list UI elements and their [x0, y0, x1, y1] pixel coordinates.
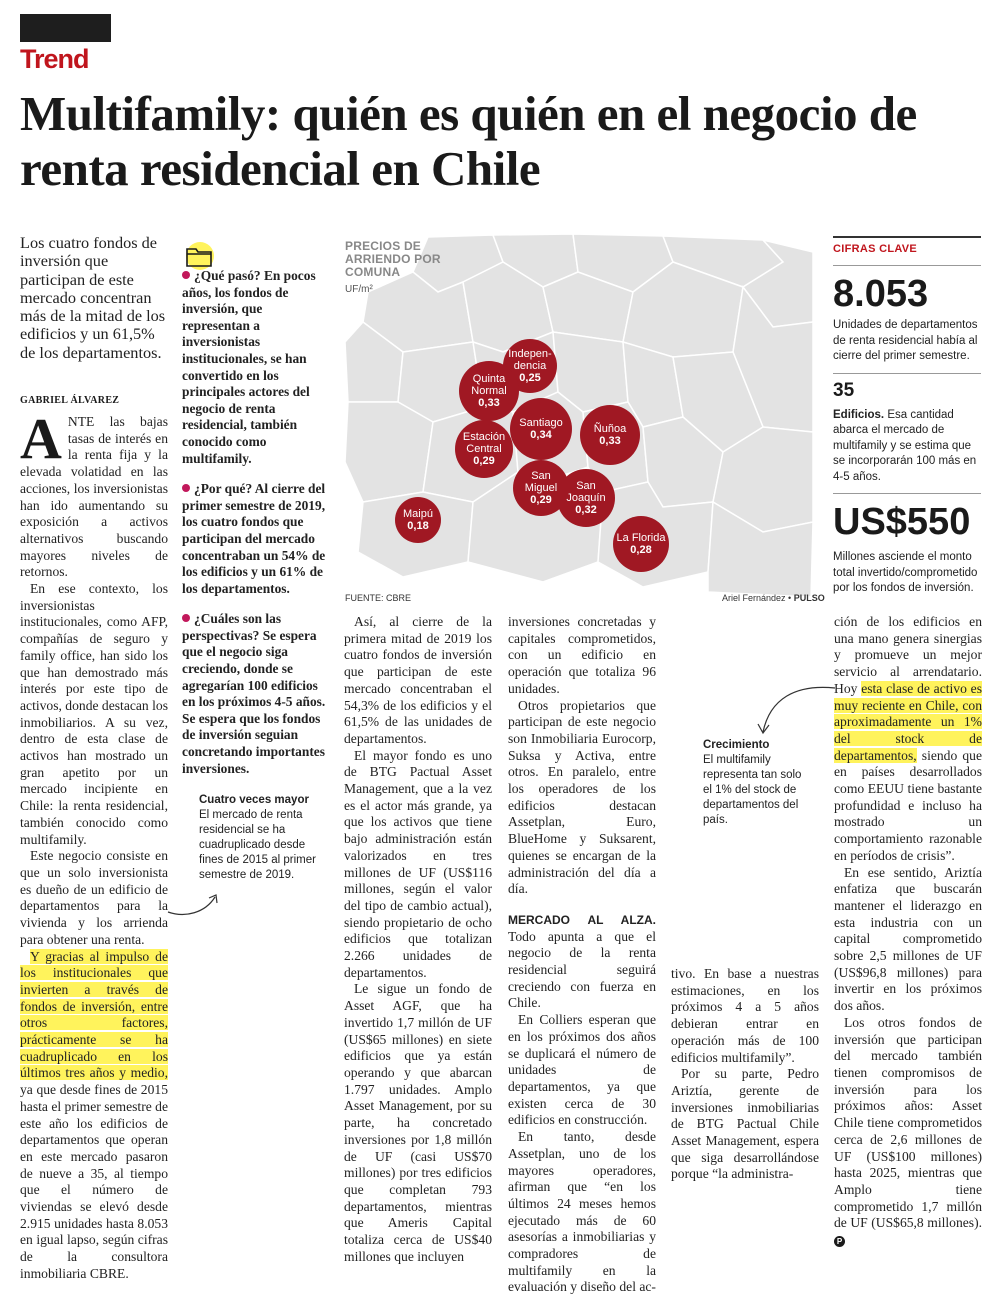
callout-title: Crecimiento — [703, 739, 770, 751]
comuna-map — [343, 232, 815, 602]
paragraph: En tanto, desde Assetplan, uno de los mayores operadores, afirman que “en los últimos 24 meses hemos ejecutado más de 60 asesorías a inmobiliarias y compradores de multifamily en la evaluación y diseño del ac- — [508, 1129, 656, 1295]
bullet-dot-icon — [182, 484, 190, 492]
lede: Los cuatro fondos de inversión que participan de este mercado concentran más de la mitad de los edificios y un 61,5% de los departamentos. — [20, 233, 166, 362]
article-column-2 — [344, 614, 492, 1265]
comuna-bubble-la-florida: La Florida 0,28 — [613, 516, 669, 572]
key-figures-label: CIFRAS CLAVE — [833, 243, 918, 255]
map-title: PRECIOS DE ARRIENDO POR COMUNA — [345, 239, 441, 279]
figure-description: Edificios. Esa cantidad abarca el mercado de multifamily y se estima que se incorporarán 100 más en 4-5 años. — [833, 408, 977, 483]
end-mark-icon: P — [834, 1236, 845, 1247]
figure-description: Unidades de departamentos de renta residencial había al cierre del primer semestre. — [833, 319, 978, 362]
map-source: FUENTE: CBRE — [345, 593, 412, 603]
comuna-bubble-nunoa: Ñuñoa 0,33 — [580, 405, 640, 465]
callout-growth — [703, 738, 811, 828]
qa-item: ¿Por qué? Al cierre del primer semestre de 2019, los cuatro fondos que participan del mercado concentraban un 54% de los edificios y un 61% de los departamentos. — [182, 481, 326, 596]
divider — [833, 373, 981, 374]
comuna-bubble-quinta-normal: Quinta Normal 0,33 — [459, 361, 519, 421]
paragraph: En Colliers esperan que en los próximos dos años se duplicará el número de unidades de departamentos, ya que existen cerca de 30 edificios en construcción. — [508, 1012, 656, 1128]
callout-title: Cuatro veces mayor — [199, 794, 309, 806]
paragraph: Por su parte, Pedro Ariztía, gerente de inversiones inmobiliarias de BTG Pactual Chile Asset Management, espera que siga desarrollándose porque “la administra- — [671, 1066, 819, 1182]
section-label: Trend — [20, 44, 89, 74]
callout-arrow-icon — [755, 684, 840, 739]
comuna-bubble-estacion-central: Estación Central 0,29 — [455, 420, 513, 478]
comuna-bubble-independencia: Indepen- dencia 0,25 — [503, 339, 557, 393]
comuna-bubble-santiago: Santiago 0,34 — [510, 398, 572, 460]
article-column-3 — [508, 614, 656, 1296]
highlighted-text: esta clase de activo es muy reciente en Chile, con aproximadamente un 1% del stock de departamentos, — [834, 680, 983, 763]
paragraph: Otros propietarios que participan de este negocio son Inmobiliaria Eurocorp, Suksa y Activa, entre otros. En paralelo, entre los operadores de los edificios destacan Assetplan, Euro, BlueHome y Suksarent, quienes se encargan de la administración del día a día. — [508, 697, 656, 897]
callout-arrow-icon — [165, 885, 225, 920]
callout-text: El multifamily representa tan solo el 1% del stock de departamentos del país. — [703, 754, 802, 826]
bullet-dot-icon — [182, 614, 190, 622]
subheading: MERCADO AL ALZA. — [508, 912, 656, 927]
qa-item: ¿Cuáles son las perspectivas? Se espera que el negocio siga creciendo, donde se agregarían 100 edificios en los próximos 4-5 años. Se espera que los fondos de inversión seguian concretando importantes inversiones. — [182, 611, 326, 776]
highlighted-text: Y gracias al impulso de los institucionales que invierten a través de fondos de inversión, entre otros factores, prácticamente se ha cuadruplicado en los últimos tres años y medio, — [20, 948, 168, 1081]
paragraph: Le sigue un fondo de Asset AGF, que ha invertido 1,7 millón de UF (US$65 millones) en siete edificios que ya están operando y que abarcan 1.797 unidades. Amplo Asset Management, por su parte, ha concretado inversiones por 1,8 millón de UF (casi US$70 millones) por tres edificios que completan 793 departamentos, mientras que Ameris Capital totaliza cerca de US$40 millones que incluyen — [344, 981, 492, 1264]
article-column-1 — [20, 406, 168, 1283]
drop-cap: A — [20, 406, 62, 471]
paragraph: ción de los edificios en una mano genera sinergias y promueve un mejor servicio al arrendatario. Hoy esta clase de activo es muy reciente en Chile, con aproximadamente un 1% del stock de departamentos, siendo que en países desarrollados como EEUU tiene bastante profundidad e incluso ha mostrado un comportamiento razonable en períodos de crisis”. — [834, 614, 983, 863]
paragraph: Los otros fondos de inversión que participan del mercado también tienen compromisos de inversión para los próximos años: Asset Chile tiene comprometidos cerca de 2,6 millones de UF (US$100 millones) hasta 2025, mientras que Amplo tiene comprometido 1,7 millón de UF (US$65,8 millones). P — [834, 1014, 982, 1247]
figure-value: US$550 — [833, 501, 971, 543]
paragraph: El mayor fondo es uno de BTG Pactual Asset Management, que a la vez es el actor más grande, ya que los activos que tiene bajo administración están valorizados en tres millones de UF (US$116 millones, según el valor del tipo de cambio actual), siendo propietario de ocho edificios que totalizan 2.266 unidades de departamentos. — [344, 747, 492, 980]
article-column-4 — [671, 966, 819, 1183]
paragraph: Y gracias al impulso de los institucionales que invierten a través de fondos de inversión, entre otros factores, prácticamente se ha cuadruplicado en los últimos tres años y medio, ya que desde fines de 2015 hasta el primer semestre de este año los edificios de departamentos que operan en este mercado pasaron de nueve a 35, al tiempo que el número de viviendas se elevó desde 2.915 unidades hasta 8.053 en igual lapso, según cifras de la consultora inmobiliaria CBRE. — [20, 948, 168, 1281]
paragraph: inversiones concretadas y capitales comprometidos, con un edificio en operación que totaliza 96 unidades. — [508, 614, 656, 696]
divider — [833, 236, 981, 238]
map-unit: UF/m² — [345, 284, 373, 295]
key-figures-box — [833, 236, 981, 597]
callout-text: El mercado de renta residencial se ha cuadruplicado desde fines de 2015 al primer semestre de 2019. — [199, 809, 316, 881]
divider — [833, 493, 981, 494]
article-column-5 — [834, 614, 982, 1249]
figure-description: Millones asciende el monto total invertido/comprometido por los fondos de inversión. — [833, 551, 978, 594]
divider — [833, 265, 981, 266]
byline: GABRIEL ÁLVAREZ — [20, 395, 120, 406]
paragraph: En ese sentido, Ariztía enfatiza que buscarán mantener el liderazgo en esta industria con un capital comprometido sobre 2,5 millones de UF (US$96,8 millones) para invertir en los próximos dos años. — [834, 864, 982, 1014]
figure-value: 35 — [833, 379, 855, 401]
headline: Multifamily: quién es quién en el negocio de renta residencial en Chile — [20, 86, 917, 196]
paragraph: ANTE las bajas tasas de interés en la renta fija y la elevada volatidad en las acciones, los inversionistas han ido aumentando su exposición a activos alternativos buscando mayores niveles de retornos. — [20, 406, 168, 580]
paragraph: MERCADO AL ALZA. Todo apunta a que el negocio de la renta residencial seguirá creciendo con fuerza en Chile. — [508, 912, 656, 1011]
comuna-bubble-maipu: Maipú 0,18 — [395, 497, 441, 543]
qa-sidebar — [182, 268, 328, 791]
folder-icon — [181, 240, 219, 270]
map-credit: Ariel Fernández • PULSO — [722, 593, 825, 603]
figure-value: 8.053 — [833, 273, 929, 315]
paragraph: Así, al cierre de la primera mitad de 2019 los cuatro fondos de inversión que participan de este mercado concentraban el 54,3% de los edificios y el 61,5% de las unidades de departamentos. — [344, 614, 492, 746]
qa-item: ¿Qué pasó? En pocos años, los fondos de inversión, que representan a inversionistas institucionales, se han convertido en los principales actores del negocio de renta residencial, también conocido como multifamily. — [182, 268, 316, 466]
comuna-bubble-san-miguel: San Miguel 0,29 — [513, 460, 569, 516]
bullet-dot-icon — [182, 271, 190, 279]
section-color-bar — [20, 14, 111, 42]
comuna-bubble-san-joaquin: San Joaquín 0,32 — [557, 469, 615, 527]
paragraph: Este negocio consiste en que un solo inversionista es dueño de un edificio de departamentos para la vivienda y los arrienda para obtener una renta. — [20, 848, 168, 947]
paragraph: tivo. En base a nuestras estimaciones, en los próximos 4 a 5 años debieran entrar en operación más de 100 edificios multifamily”. — [671, 966, 819, 1065]
callout-four-times — [199, 793, 324, 883]
paragraph: En ese contexto, los inversionistas institucionales, como AFP, compañías de seguro y family office, han sido los que han demostrado más interés por este tipo de activos, donde destacan los inmobiliarios. A su vez, dentro de esta clase de activos han mostrado un gran apetito por un mercado incipiente en Chile: la renta residencial, también conocido como multifamily. — [20, 581, 168, 847]
